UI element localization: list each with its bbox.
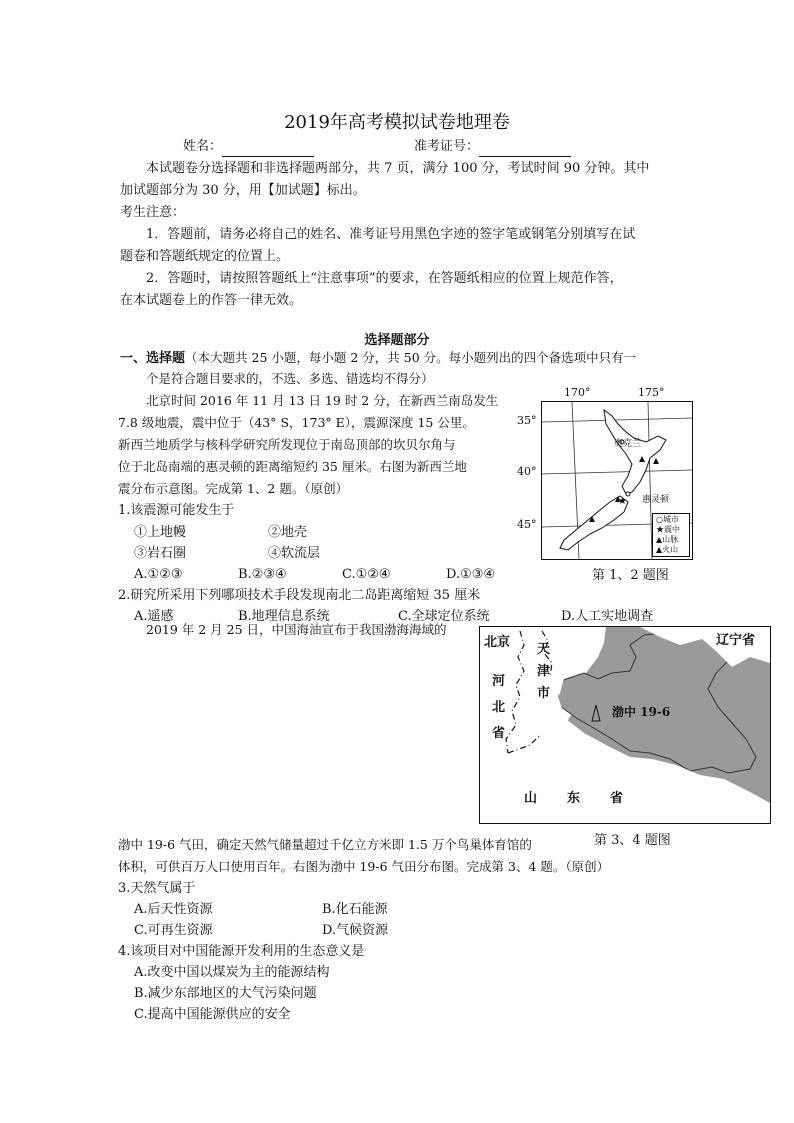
- q4-option-c[interactable]: C.提高中国能源供应的安全: [134, 1007, 291, 1022]
- epicenter-marker: ★: [618, 496, 627, 507]
- legend-mountain: ▲山脉: [656, 535, 679, 544]
- passage1-line-1: 北京时间 2016 年 11 月 13 日 19 时 2 分，在新西兰南岛发生: [146, 393, 499, 408]
- q2-stem: 2.研究所采用下列哪项技术手段发现南北二岛距离缩短 35 厘米: [118, 588, 481, 603]
- parallel-35: [542, 418, 692, 422]
- q2-option-c[interactable]: C.全球定位系统: [398, 609, 490, 624]
- lat-label-35: 35°: [517, 414, 537, 427]
- q2-option-b[interactable]: B.地理信息系统: [238, 609, 330, 624]
- legend-city: ○城市: [656, 515, 679, 524]
- name-row: [183, 137, 314, 157]
- q1-stem: 1.该震源可能发生于: [118, 503, 235, 518]
- passage1-line-3: 新西兰地质学与核科学研究所发现位于南岛顶部的坎贝尔角与: [118, 437, 456, 452]
- legend-volcano: ▲火山: [656, 545, 679, 554]
- mountain-marker-1: [653, 458, 659, 464]
- passage1-line-5: 震分布示意图。完成第 1、2 题。（原创）: [118, 481, 349, 496]
- page-title: 2019年高考模拟试卷地理卷: [284, 112, 510, 133]
- lon-label-175: 175°: [638, 386, 665, 399]
- part1-desc-1: （本大题共 25 小题，每小题 2 分，共 50 分。每小题列出的四个备选项中只有一: [185, 350, 637, 365]
- wellington-label: 惠灵顿: [642, 495, 670, 505]
- q2-option-a[interactable]: A.遥感: [134, 609, 174, 624]
- q1-option-c[interactable]: C.①②④: [342, 567, 391, 582]
- notice-title: 考生注意：: [120, 205, 186, 220]
- q1-item-2: ②地壳: [268, 525, 308, 540]
- name-label: 姓名：: [183, 139, 223, 154]
- lon-label-170: 170°: [564, 386, 591, 399]
- q1-item-4: ④软流层: [268, 546, 321, 561]
- q2-option-d[interactable]: D.人工实地调查: [561, 609, 654, 624]
- q3-option-d[interactable]: D.气候资源: [322, 923, 389, 938]
- field-label: 渤中 19-6: [612, 705, 671, 719]
- liaoning-label: 辽宁省: [716, 633, 756, 648]
- q4-stem: 4.该项目对中国能源开发利用的生态意义是: [118, 944, 365, 959]
- part1-heading-row: [120, 348, 636, 369]
- epicenter-legend-icon: ★: [656, 525, 664, 534]
- passage2-line-1: 2019 年 2 月 25 日，中国海油宣布于我国渤海海域的: [146, 622, 447, 637]
- auckland-label: 奥克兰: [614, 439, 642, 449]
- intro-line-2: 加试题部分为 30 分，用【加试题】标出。: [120, 183, 366, 198]
- hebei-label: 河北省: [492, 674, 506, 741]
- notice-line-4: 在本试题卷上的作答一律无效。: [120, 293, 303, 308]
- parallel-40: [542, 470, 692, 474]
- q3-option-a[interactable]: A.后天性资源: [134, 902, 213, 917]
- shandong-label: 山东省: [524, 791, 654, 806]
- section-title: 选择题部分: [364, 333, 430, 348]
- q1-option-d[interactable]: D.①③④: [446, 567, 496, 582]
- q1-option-b[interactable]: B.②③④: [238, 567, 287, 582]
- id-row: [414, 137, 571, 157]
- volcano-legend-icon: ▲: [656, 545, 663, 554]
- city-legend-icon: ○: [656, 515, 663, 524]
- bohai-map: [479, 626, 771, 824]
- part1-heading: 一、选择题: [120, 351, 186, 366]
- intro-line-1: 本试题卷分选择题和非选择题两部分，共 7 页，满分 100 分，考试时间 90 分钟。其中: [146, 161, 650, 176]
- q3-option-b[interactable]: B.化石能源: [322, 902, 388, 917]
- notice-line-3: 2．答题时，请按照答题纸上“注意事项”的要求，在答题纸相应的位置上规范作答，: [146, 271, 623, 286]
- tianjin-label: 天津市: [537, 642, 551, 701]
- lat-label-40: 40°: [517, 465, 537, 478]
- north-island: [604, 410, 666, 494]
- passage2-line-2: 渤中 19-6 气田，确定天然气储量超过千亿立方米即 1.5 万个鸟巢体育馆的: [118, 837, 532, 852]
- q1-item-1: ①上地幔: [134, 525, 187, 540]
- nz-map-legend: [652, 513, 690, 557]
- notice-line-2: 题卷和答题纸规定的位置上。: [120, 249, 290, 264]
- passage1-line-4: 位于北岛南端的惠灵顿的距离缩短约 35 厘米。右图为新西兰地: [118, 459, 467, 474]
- map2-caption: 第 3、4 题图: [594, 833, 671, 848]
- passage1-line-2: 7.8 级地震，震中位于（43° S，173° E），震源深度 15 公里。: [118, 415, 475, 430]
- name-blank[interactable]: [222, 142, 314, 157]
- q3-option-c[interactable]: C.可再生资源: [134, 923, 213, 938]
- part1-desc-2: 个是符合题目要求的，不选、多选、错选均不得分）: [146, 371, 434, 386]
- map1-caption: 第 1、2 题图: [592, 568, 669, 583]
- nz-map: [541, 401, 693, 560]
- passage2-line-3: 体积，可供百万人口使用百年。右图为渤中 19-6 气田分布图。完成第 3、4 题。（原创）: [118, 859, 610, 874]
- notice-line-1: 1．答题前，请务必将自己的姓名、准考证号用黑色字迹的签字笔或钢笔分别填写在试: [146, 227, 636, 242]
- q1-item-3: ③岩石圈: [134, 546, 187, 561]
- beijing-label: 北京: [484, 635, 511, 650]
- lat-label-45: 45°: [517, 518, 537, 531]
- q3-stem: 3.天然气属于: [118, 881, 196, 896]
- q1-option-a[interactable]: A.①②③: [134, 567, 183, 582]
- q4-option-b[interactable]: B.减少东部地区的大气污染问题: [134, 986, 317, 1001]
- id-label: 准考证号：: [414, 139, 480, 154]
- legend-epicenter: ★震中: [656, 525, 680, 534]
- id-blank[interactable]: [479, 142, 571, 157]
- mountain-legend-icon: ▲: [656, 535, 663, 544]
- q4-option-a[interactable]: A.改变中国以煤炭为主的能源结构: [134, 965, 330, 980]
